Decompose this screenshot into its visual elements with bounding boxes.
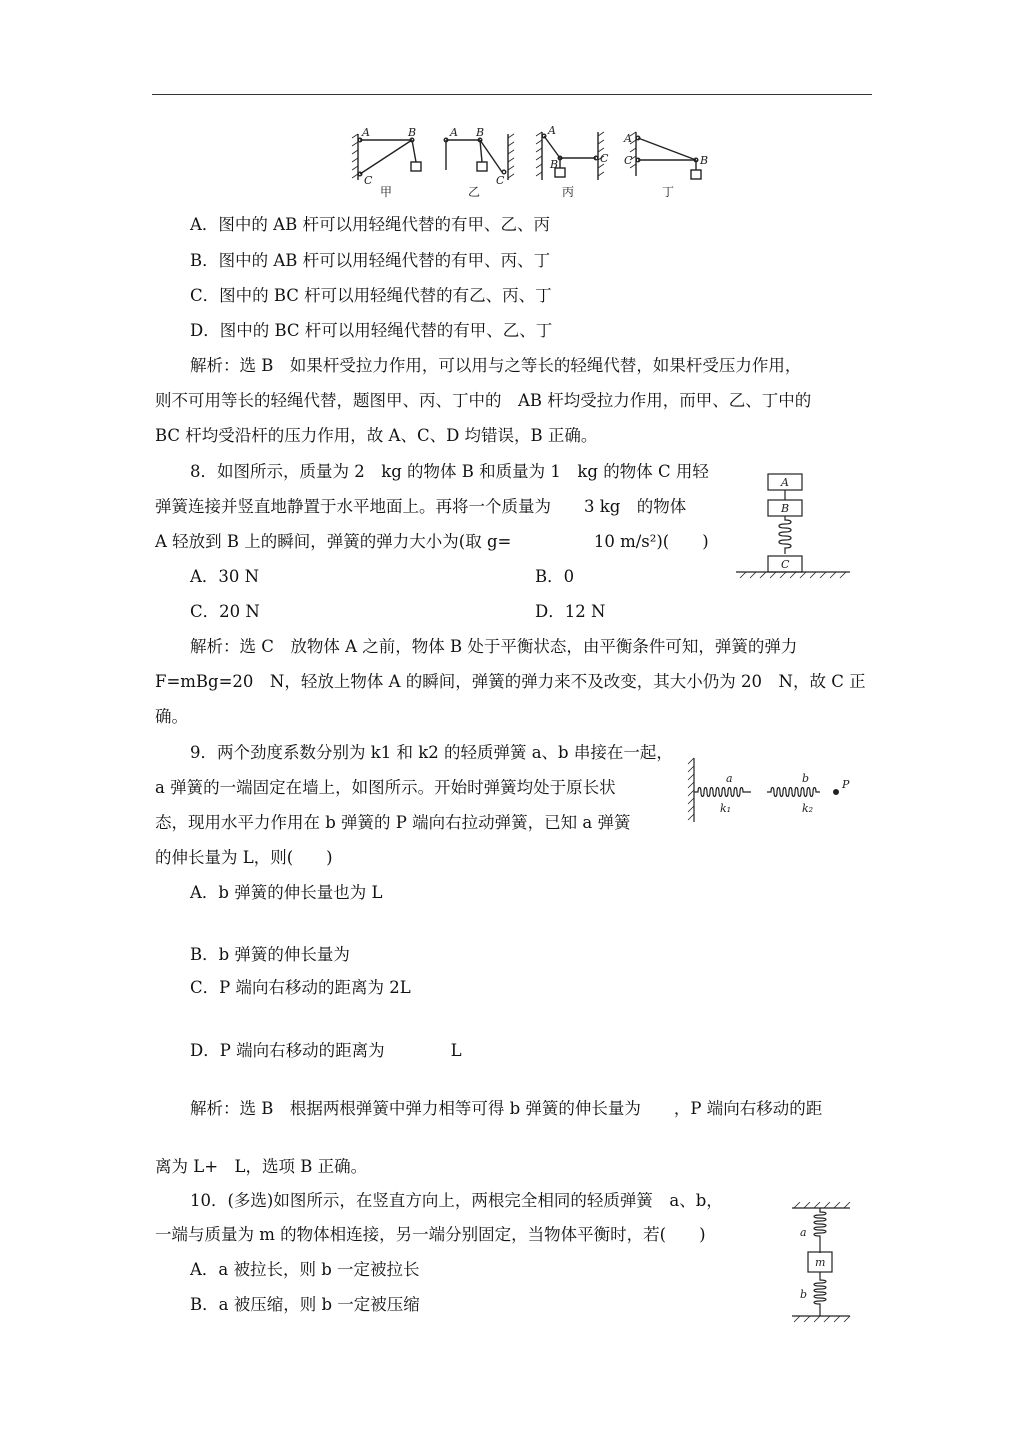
q9-figure [686,756,856,826]
fig7-caption-jia: 甲 [380,185,393,199]
q9-stem-line: 的伸长量为 L，则( ) [155,848,333,867]
q7-figure [350,124,720,200]
fig7-caption-ding: 丁 [662,185,675,199]
fig9-label-b: b [802,772,810,785]
header-rule [152,94,872,95]
fig7-label: A [362,126,370,139]
q9-option-a: A．b 弹簧的伸长量也为 L [190,883,383,902]
q9-analysis-line: 离为 L+ L，选项 B 正确。 [155,1157,368,1176]
q9-stem-line: 9．两个劲度系数分别为 k1 和 k2 的轻质弹簧 a、b 串接在一起， [190,743,673,762]
fig7-label: C [364,174,373,187]
fig7-caption-bing: 丙 [562,185,575,199]
q8-option-a: A．30 N [190,567,260,586]
fig7-label: B [700,154,709,167]
fig7-label: B [408,126,417,139]
fig7-label: A [450,126,458,139]
q8-stem-line: A 轻放到 B 上的瞬间，弹簧的弹力大小为(取 g= 10 m/s²)( ) [155,532,709,551]
q8-analysis-line: F=mBg=20 N，轻放上物体 A 的瞬间，弹簧的弹力来不及改变，其大小仍为 20 N，故 C 正 [155,672,866,691]
fig7-label: A [624,132,632,145]
q10-option-a: A．a 被拉长，则 b 一定被拉长 [190,1260,420,1279]
fig8-label-b: B [781,502,790,515]
q7-analysis-line: 解析：选 B 如果杆受拉力作用，可以用与之等长的轻绳代替，如果杆受压力作用， [190,356,802,375]
fig9-label-k2: k₂ [802,802,814,815]
q9-stem-line: a 弹簧的一端固定在墙上，如图所示。开始时弹簧均处于原长状 [155,778,616,797]
fig7-label: C [600,152,609,165]
q9-option-d: D．P 端向右移动的距离为 L [190,1041,462,1060]
q9-option-b: B．b 弹簧的伸长量为 [190,945,350,964]
q7-option-b: B．图中的 AB 杆可以用轻绳代替的有甲、丙、丁 [190,251,551,270]
fig8-label-c: C [781,558,790,571]
q8-stem-line: 8．如图所示，质量为 2 kg 的物体 B 和质量为 1 kg 的物体 C 用轻 [190,462,709,481]
q8-analysis-line: 解析：选 C 放物体 A 之前，物体 B 处于平衡状态，由平衡条件可知，弹簧的弹力 [190,637,798,656]
fig7-label: C [624,154,633,167]
q8-figure [736,470,852,582]
fig8-label-a: A [781,476,789,489]
fig10-label-b: b [800,1288,808,1301]
fig7-label: A [548,124,556,137]
fig7-label: C [496,174,505,187]
q10-stem-line: 一端与质量为 m 的物体相连接，另一端分别固定，当物体平衡时，若( ) [155,1225,706,1244]
q7-option-c: C．图中的 BC 杆可以用轻绳代替的有乙、丙、丁 [190,286,552,305]
q7-analysis-line: 则不可用等长的轻绳代替，题图甲、丙、丁中的 AB 杆均受拉力作用，而甲、乙、丁中的 [155,391,812,410]
fig7-label: B [550,158,559,171]
q7-option-a: A．图中的 AB 杆可以用轻绳代替的有甲、乙、丙 [190,215,550,234]
q8-option-b: B．0 [535,567,575,586]
fig9-label-k1: k₁ [720,802,732,815]
q9-stem-line: 态，现用水平力作用在 b 弹簧的 P 端向右拉动弹簧，已知 a 弹簧 [155,813,631,832]
fig10-label-m: m [815,1256,826,1269]
q7-option-d: D．图中的 BC 杆可以用轻绳代替的有甲、乙、丁 [190,321,553,340]
q10-option-b: B．a 被压缩，则 b 一定被压缩 [190,1295,420,1314]
fig9-label-p: P [842,778,850,791]
q8-option-d: D．12 N [535,602,606,621]
q8-option-c: C．20 N [190,602,260,621]
q7-analysis-line: BC 杆均受沿杆的压力作用，故 A、C、D 均错误，B 正确。 [155,426,598,445]
fig7-caption-yi: 乙 [468,185,481,199]
q8-analysis-line: 确。 [155,707,188,726]
fig7-label: B [476,126,485,139]
q10-stem-line: 10．(多选)如图所示，在竖直方向上，两根完全相同的轻质弹簧 a、b， [190,1191,723,1210]
q9-option-c: C．P 端向右移动的距离为 2L [190,978,411,997]
q9-analysis-line: 解析：选 B 根据两根弹簧中弹力相等可得 b 弹簧的伸长量为 ，P 端向右移动的距 [190,1099,823,1118]
fig10-label-a: a [800,1226,807,1239]
q10-figure [790,1202,854,1324]
q8-stem-line: 弹簧连接并竖直地静置于水平地面上。再将一个质量为 3 kg 的物体 [155,497,687,516]
fig9-label-a: a [726,772,733,785]
